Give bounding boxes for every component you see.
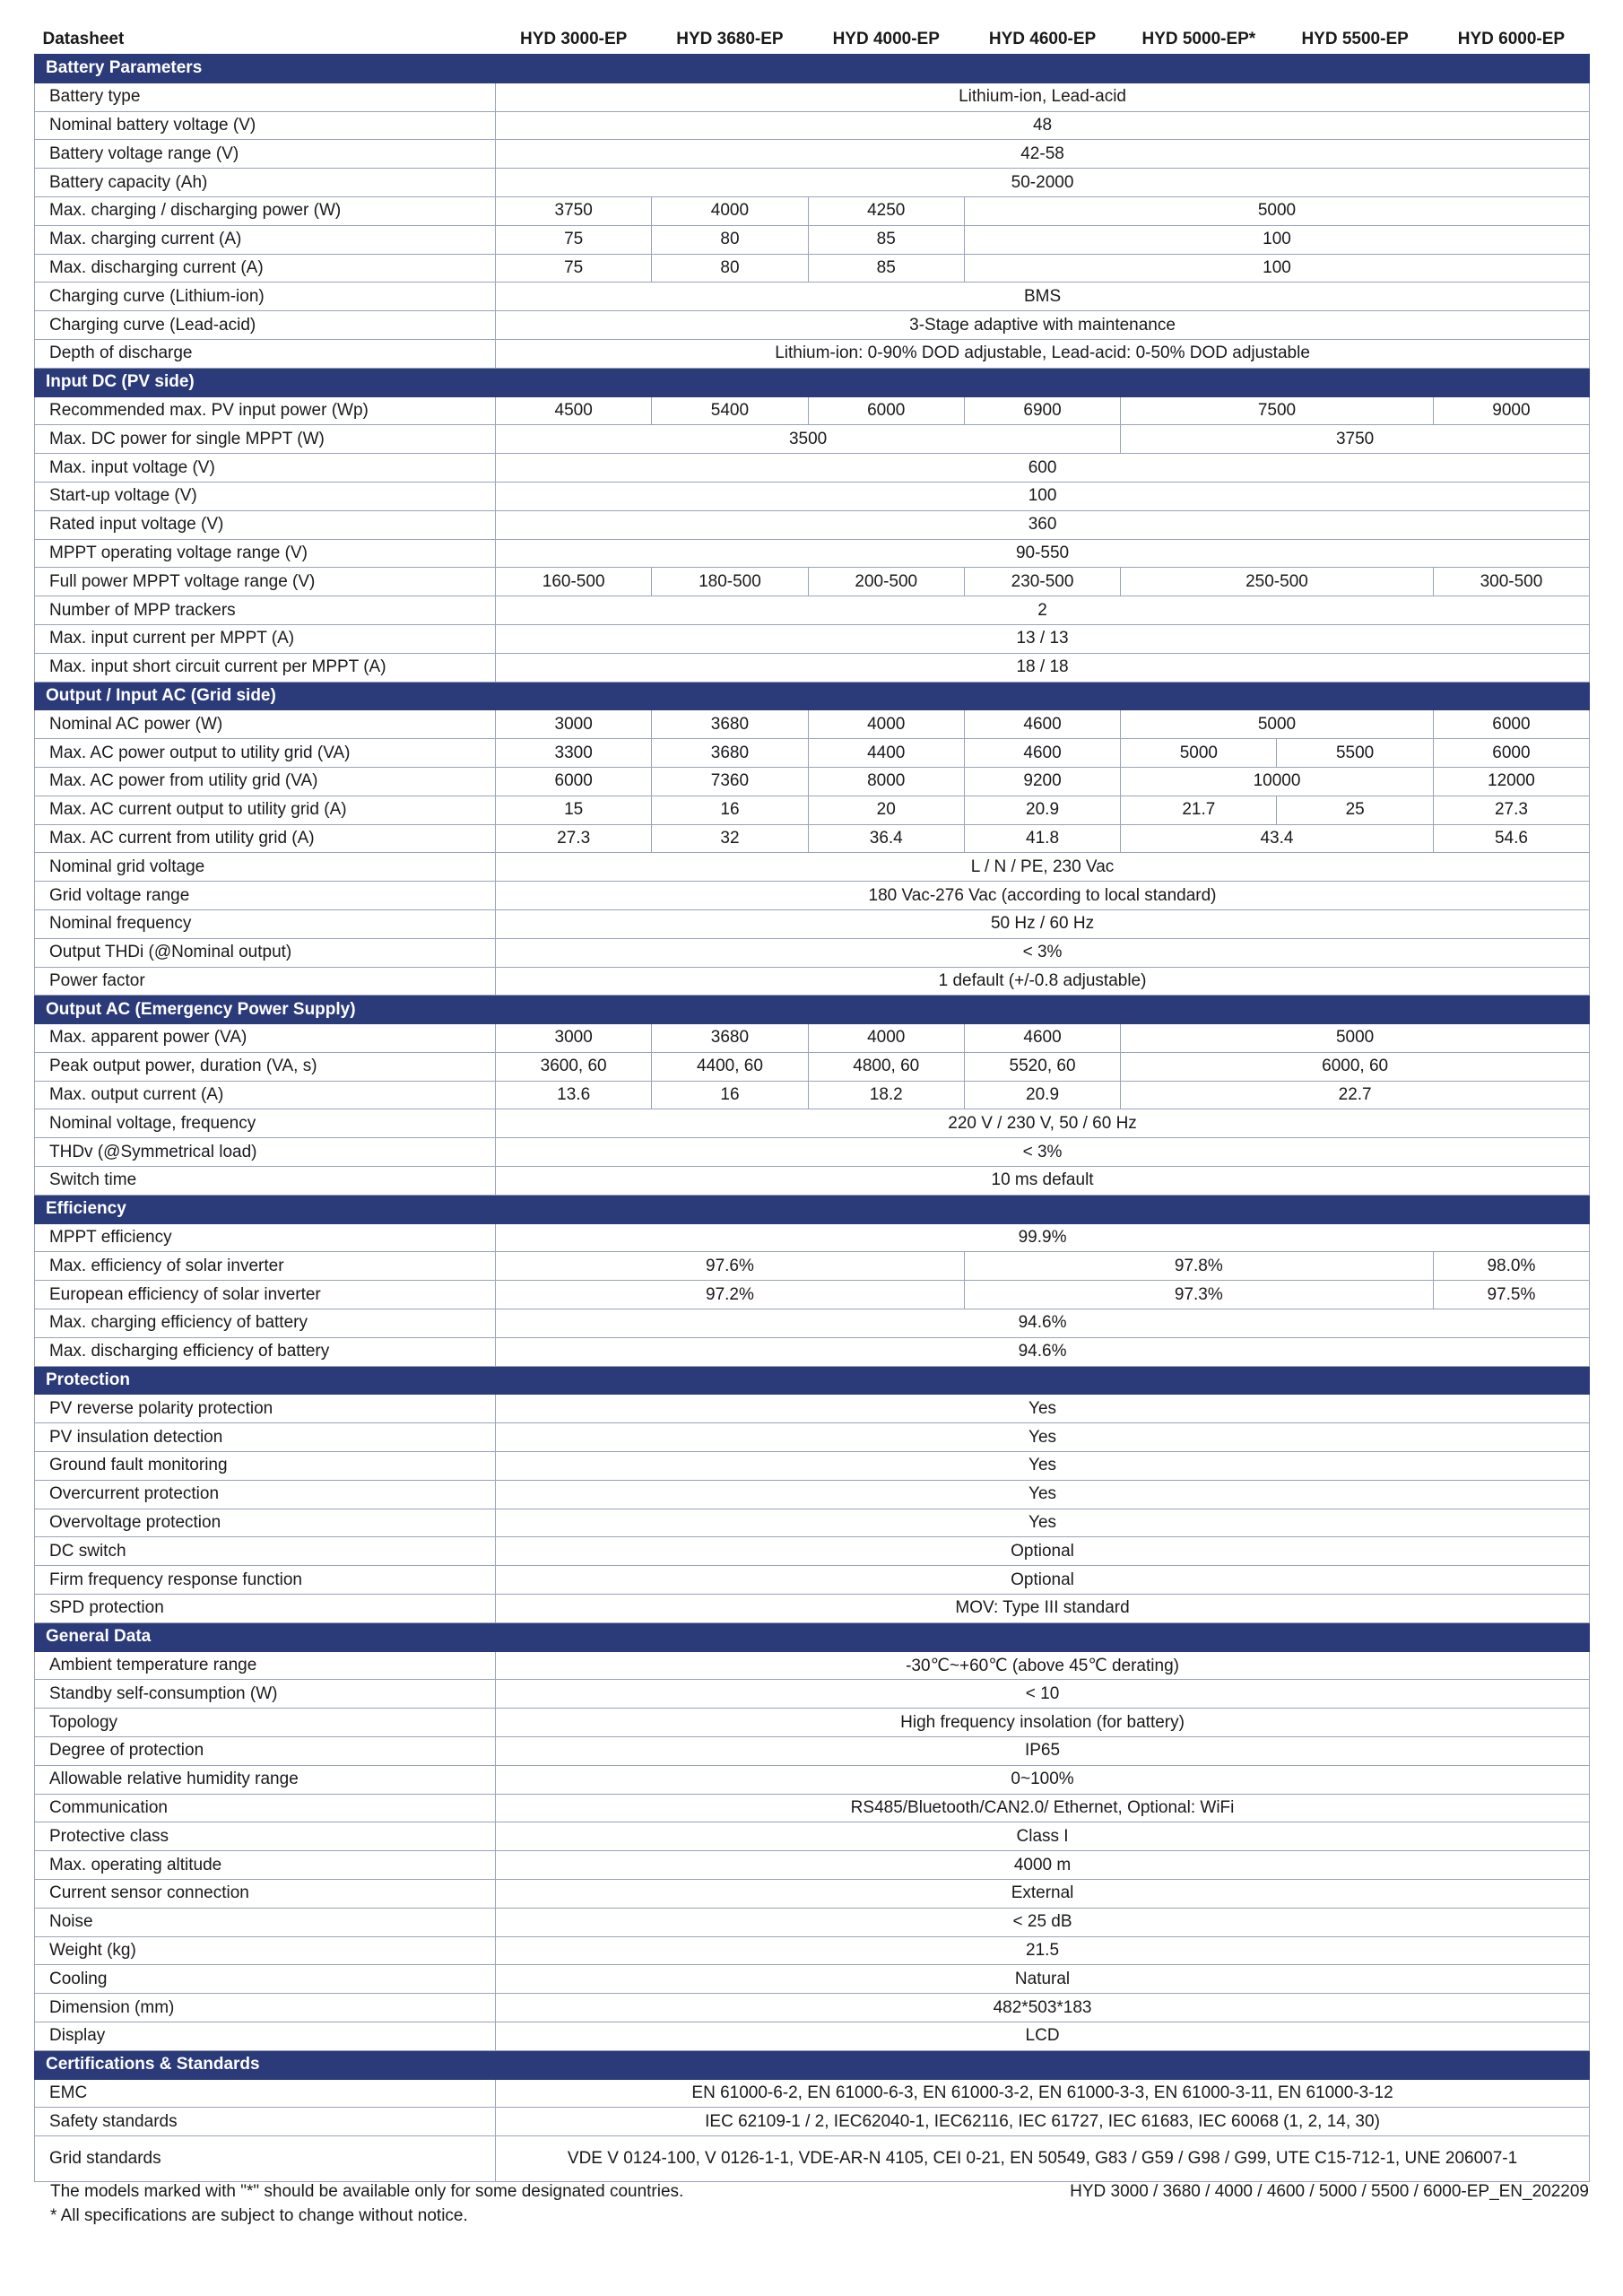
spec-label: Dimension (mm) bbox=[35, 1994, 496, 2022]
spec-value: 43.4 bbox=[1121, 824, 1434, 853]
spec-row bbox=[35, 1537, 1590, 1566]
spec-label: Max. input short circuit current per MPPT (A) bbox=[35, 653, 496, 682]
spec-value: 4000 m bbox=[496, 1851, 1590, 1880]
section-title: Efficiency bbox=[35, 1195, 1590, 1223]
spec-label: Grid voltage range bbox=[35, 882, 496, 910]
spec-label: Power factor bbox=[35, 967, 496, 996]
spec-value: 0~100% bbox=[496, 1765, 1590, 1794]
section-header bbox=[35, 996, 1590, 1024]
spec-value: 4400, 60 bbox=[652, 1052, 808, 1081]
spec-label: Protective class bbox=[35, 1822, 496, 1851]
spec-value: 200-500 bbox=[808, 568, 964, 596]
spec-label: THDv (@Symmetrical load) bbox=[35, 1138, 496, 1167]
spec-label: Number of MPP trackers bbox=[35, 596, 496, 625]
spec-row bbox=[35, 1566, 1590, 1595]
spec-label: Standby self-consumption (W) bbox=[35, 1680, 496, 1709]
spec-row bbox=[35, 1252, 1590, 1281]
spec-value: 3300 bbox=[496, 739, 652, 768]
spec-label: Grid standards bbox=[35, 2136, 496, 2182]
spec-row bbox=[35, 853, 1590, 882]
spec-value: 97.6% bbox=[496, 1252, 965, 1281]
spec-label: Cooling bbox=[35, 1965, 496, 1994]
spec-value: 3680 bbox=[652, 739, 808, 768]
spec-value: 4600 bbox=[964, 710, 1120, 739]
spec-row bbox=[35, 1880, 1590, 1909]
spec-row bbox=[35, 1167, 1590, 1196]
spec-row bbox=[35, 624, 1590, 653]
spec-value: 48 bbox=[496, 111, 1590, 140]
spec-value: 18.2 bbox=[808, 1081, 964, 1109]
spec-value: 13.6 bbox=[496, 1081, 652, 1109]
spec-row bbox=[35, 425, 1590, 454]
spec-label: European efficiency of solar inverter bbox=[35, 1281, 496, 1309]
spec-value: 99.9% bbox=[496, 1223, 1590, 1252]
spec-row bbox=[35, 1936, 1590, 1965]
spec-row bbox=[35, 710, 1590, 739]
spec-label: Output THDi (@Nominal output) bbox=[35, 938, 496, 967]
spec-label: Max. discharging current (A) bbox=[35, 254, 496, 283]
spec-value: 300-500 bbox=[1433, 568, 1589, 596]
spec-value: 22.7 bbox=[1121, 1081, 1590, 1109]
spec-label: Ground fault monitoring bbox=[35, 1452, 496, 1481]
spec-row bbox=[35, 882, 1590, 910]
spec-value: Yes bbox=[496, 1423, 1590, 1452]
spec-value: 3-Stage adaptive with maintenance bbox=[496, 311, 1590, 340]
spec-label: PV reverse polarity protection bbox=[35, 1395, 496, 1423]
spec-label: Noise bbox=[35, 1908, 496, 1936]
spec-label: Safety standards bbox=[35, 2108, 496, 2136]
spec-value: 5000 bbox=[1121, 710, 1434, 739]
section-header bbox=[35, 682, 1590, 710]
spec-value: 230-500 bbox=[964, 568, 1120, 596]
spec-row bbox=[35, 909, 1590, 938]
spec-value: RS485/Bluetooth/CAN2.0/ Ethernet, Optional: WiFi bbox=[496, 1794, 1590, 1822]
spec-value: 4600 bbox=[964, 739, 1120, 768]
spec-label: Charging curve (Lithium-ion) bbox=[35, 283, 496, 311]
spec-value: MOV: Type III standard bbox=[496, 1595, 1590, 1623]
spec-value: 9000 bbox=[1433, 396, 1589, 425]
spec-value: 80 bbox=[652, 254, 808, 283]
spec-value: 6000 bbox=[808, 396, 964, 425]
spec-label: Overvoltage protection bbox=[35, 1509, 496, 1537]
section-title: Output / Input AC (Grid side) bbox=[35, 682, 1590, 710]
spec-row bbox=[35, 225, 1590, 254]
spec-label: Communication bbox=[35, 1794, 496, 1822]
spec-label: Nominal voltage, frequency bbox=[35, 1109, 496, 1138]
section-header bbox=[35, 1195, 1590, 1223]
spec-row bbox=[35, 824, 1590, 853]
spec-value: 13 / 13 bbox=[496, 624, 1590, 653]
spec-row bbox=[35, 1309, 1590, 1338]
model-header: HYD 4000-EP bbox=[832, 30, 940, 48]
spec-row bbox=[35, 739, 1590, 768]
spec-row bbox=[35, 482, 1590, 510]
spec-value: 1 default (+/-0.8 adjustable) bbox=[496, 967, 1590, 996]
spec-label: Weight (kg) bbox=[35, 1936, 496, 1965]
spec-label: EMC bbox=[35, 2079, 496, 2108]
spec-row bbox=[35, 938, 1590, 967]
spec-row bbox=[35, 169, 1590, 197]
spec-row bbox=[35, 1908, 1590, 1936]
spec-value: LCD bbox=[496, 2022, 1590, 2050]
spec-label: Max. charging current (A) bbox=[35, 225, 496, 254]
spec-label: Max. AC power output to utility grid (VA) bbox=[35, 739, 496, 768]
spec-row bbox=[35, 510, 1590, 539]
spec-row bbox=[35, 1395, 1590, 1423]
spec-value: 15 bbox=[496, 796, 652, 824]
spec-label: Max. input voltage (V) bbox=[35, 454, 496, 483]
spec-value: 4000 bbox=[808, 710, 964, 739]
spec-row bbox=[35, 396, 1590, 425]
spec-row bbox=[35, 568, 1590, 596]
datasheet-title: Datasheet bbox=[42, 30, 125, 48]
spec-row bbox=[35, 596, 1590, 625]
model-header: HYD 4600-EP bbox=[988, 30, 1097, 48]
spec-value: 3680 bbox=[652, 1024, 808, 1053]
spec-value: 16 bbox=[652, 796, 808, 824]
spec-row bbox=[35, 1052, 1590, 1081]
spec-value: 20 bbox=[808, 796, 964, 824]
spec-value: 3000 bbox=[496, 1024, 652, 1053]
spec-value: Yes bbox=[496, 1509, 1590, 1537]
spec-value: 4800, 60 bbox=[808, 1052, 964, 1081]
spec-value: 4400 bbox=[808, 739, 964, 768]
spec-label: Battery type bbox=[35, 83, 496, 111]
spec-row bbox=[35, 2022, 1590, 2050]
spec-value: 4000 bbox=[652, 196, 808, 225]
spec-value: High frequency insolation (for battery) bbox=[496, 1709, 1590, 1737]
spec-row bbox=[35, 1965, 1590, 1994]
spec-value: L / N / PE, 230 Vac bbox=[496, 853, 1590, 882]
spec-value: Yes bbox=[496, 1480, 1590, 1509]
spec-row bbox=[35, 2079, 1590, 2108]
spec-row bbox=[35, 1223, 1590, 1252]
spec-value: 50 Hz / 60 Hz bbox=[496, 909, 1590, 938]
spec-body bbox=[35, 55, 1590, 2182]
spec-row bbox=[35, 1765, 1590, 1794]
spec-value: 12000 bbox=[1433, 767, 1589, 796]
spec-label: Max. AC current from utility grid (A) bbox=[35, 824, 496, 853]
spec-label: Nominal frequency bbox=[35, 909, 496, 938]
spec-value: 97.2% bbox=[496, 1281, 965, 1309]
spec-value: 80 bbox=[652, 225, 808, 254]
spec-value: 8000 bbox=[808, 767, 964, 796]
spec-value: 41.8 bbox=[964, 824, 1120, 853]
spec-label: MPPT efficiency bbox=[35, 1223, 496, 1252]
spec-value: 21.5 bbox=[496, 1936, 1590, 1965]
disclaimer-note: * All specifications are subject to change without notice. bbox=[50, 2206, 468, 2225]
spec-value: 32 bbox=[652, 824, 808, 853]
spec-value: 3500 bbox=[496, 425, 1121, 454]
spec-label: PV insulation detection bbox=[35, 1423, 496, 1452]
spec-label: Degree of protection bbox=[35, 1737, 496, 1766]
spec-value: IP65 bbox=[496, 1737, 1590, 1766]
spec-value: Natural bbox=[496, 1965, 1590, 1994]
section-header bbox=[35, 1366, 1590, 1395]
spec-value: < 3% bbox=[496, 1138, 1590, 1167]
spec-row bbox=[35, 1851, 1590, 1880]
spec-value: 3750 bbox=[496, 196, 652, 225]
spec-label: Allowable relative humidity range bbox=[35, 1765, 496, 1794]
spec-label: Peak output power, duration (VA, s) bbox=[35, 1052, 496, 1081]
section-title: Protection bbox=[35, 1366, 1590, 1395]
section-header bbox=[35, 1622, 1590, 1651]
model-header: HYD 6000-EP bbox=[1457, 30, 1566, 48]
spec-value: 21.7 bbox=[1121, 796, 1277, 824]
spec-row bbox=[35, 1337, 1590, 1366]
spec-row bbox=[35, 1024, 1590, 1053]
spec-label: Overcurrent protection bbox=[35, 1480, 496, 1509]
document-code: HYD 3000 / 3680 / 4000 / 4600 / 5000 / 5500 / 6000-EP_EN_202209 bbox=[1070, 2182, 1589, 2201]
spec-row bbox=[35, 1480, 1590, 1509]
model-header: HYD 3680-EP bbox=[676, 30, 784, 48]
spec-row bbox=[35, 196, 1590, 225]
spec-row bbox=[35, 539, 1590, 568]
spec-row bbox=[35, 1994, 1590, 2022]
section-header bbox=[35, 55, 1590, 83]
spec-row bbox=[35, 83, 1590, 111]
spec-value: 7500 bbox=[1121, 396, 1434, 425]
model-header: HYD 5500-EP bbox=[1301, 30, 1409, 48]
spec-value: 7360 bbox=[652, 767, 808, 796]
spec-label: DC switch bbox=[35, 1537, 496, 1566]
spec-value: 5000 bbox=[964, 196, 1589, 225]
spec-value: 3750 bbox=[1121, 425, 1590, 454]
spec-value: Lithium-ion, Lead-acid bbox=[496, 83, 1590, 111]
spec-value: 5500 bbox=[1277, 739, 1433, 768]
spec-value: 180-500 bbox=[652, 568, 808, 596]
spec-label: Recommended max. PV input power (Wp) bbox=[35, 396, 496, 425]
spec-value: 98.0% bbox=[1433, 1252, 1589, 1281]
spec-value: 360 bbox=[496, 510, 1590, 539]
spec-value: 160-500 bbox=[496, 568, 652, 596]
spec-label: SPD protection bbox=[35, 1595, 496, 1623]
spec-row bbox=[35, 1509, 1590, 1537]
spec-value: 100 bbox=[496, 482, 1590, 510]
spec-value: < 25 dB bbox=[496, 1908, 1590, 1936]
spec-value: 4250 bbox=[808, 196, 964, 225]
section-title: Output AC (Emergency Power Supply) bbox=[35, 996, 1590, 1024]
spec-label: Switch time bbox=[35, 1167, 496, 1196]
spec-value: 3000 bbox=[496, 710, 652, 739]
spec-row bbox=[35, 1709, 1590, 1737]
spec-row bbox=[35, 1081, 1590, 1109]
spec-label: Nominal grid voltage bbox=[35, 853, 496, 882]
spec-value: 85 bbox=[808, 225, 964, 254]
spec-value: -30℃~+60℃ (above 45℃ derating) bbox=[496, 1651, 1590, 1680]
spec-value: 97.5% bbox=[1433, 1281, 1589, 1309]
spec-value: 10 ms default bbox=[496, 1167, 1590, 1196]
spec-row bbox=[35, 767, 1590, 796]
spec-label: Display bbox=[35, 2022, 496, 2050]
spec-row bbox=[35, 454, 1590, 483]
spec-value: Optional bbox=[496, 1566, 1590, 1595]
spec-label: Max. input current per MPPT (A) bbox=[35, 624, 496, 653]
spec-value: 90-550 bbox=[496, 539, 1590, 568]
spec-label: Current sensor connection bbox=[35, 1880, 496, 1909]
spec-value: 5520, 60 bbox=[964, 1052, 1120, 1081]
spec-value: 27.3 bbox=[1433, 796, 1589, 824]
spec-value: 20.9 bbox=[964, 1081, 1120, 1109]
spec-value: 5000 bbox=[1121, 739, 1277, 768]
spec-value: Yes bbox=[496, 1452, 1590, 1481]
spec-label: Charging curve (Lead-acid) bbox=[35, 311, 496, 340]
spec-value: 75 bbox=[496, 254, 652, 283]
spec-value: 18 / 18 bbox=[496, 653, 1590, 682]
spec-row bbox=[35, 140, 1590, 169]
spec-value: 100 bbox=[964, 254, 1589, 283]
spec-label: Battery voltage range (V) bbox=[35, 140, 496, 169]
footer-notes bbox=[50, 2179, 683, 2228]
spec-value: 4600 bbox=[964, 1024, 1120, 1053]
spec-value: 25 bbox=[1277, 796, 1433, 824]
spec-value: 50-2000 bbox=[496, 169, 1590, 197]
section-title: Certifications & Standards bbox=[35, 2050, 1590, 2079]
spec-row bbox=[35, 311, 1590, 340]
model-header: HYD 3000-EP bbox=[519, 30, 628, 48]
spec-label: Start-up voltage (V) bbox=[35, 482, 496, 510]
spec-value: IEC 62109-1 / 2, IEC62040-1, IEC62116, IEC 61727, IEC 61683, IEC 60068 (1, 2, 14, 30) bbox=[496, 2108, 1590, 2136]
section-title: General Data bbox=[35, 1622, 1590, 1651]
spec-label: Depth of discharge bbox=[35, 339, 496, 368]
spec-row bbox=[35, 653, 1590, 682]
spec-value: 75 bbox=[496, 225, 652, 254]
spec-value: 180 Vac-276 Vac (according to local standard) bbox=[496, 882, 1590, 910]
spec-value: 20.9 bbox=[964, 796, 1120, 824]
model-header: HYD 5000-EP* bbox=[1141, 30, 1256, 48]
spec-value: 10000 bbox=[1121, 767, 1434, 796]
spec-table bbox=[34, 25, 1590, 2182]
spec-value: 4000 bbox=[808, 1024, 964, 1053]
spec-value: 600 bbox=[496, 454, 1590, 483]
spec-label: Max. efficiency of solar inverter bbox=[35, 1252, 496, 1281]
spec-label: Battery capacity (Ah) bbox=[35, 169, 496, 197]
spec-row bbox=[35, 2108, 1590, 2136]
spec-value: 9200 bbox=[964, 767, 1120, 796]
spec-value: 4500 bbox=[496, 396, 652, 425]
spec-value: 54.6 bbox=[1433, 824, 1589, 853]
section-title: Input DC (PV side) bbox=[35, 368, 1590, 396]
spec-row bbox=[35, 1680, 1590, 1709]
section-header bbox=[35, 2050, 1590, 2079]
spec-row bbox=[35, 1595, 1590, 1623]
spec-value: < 3% bbox=[496, 938, 1590, 967]
spec-value: BMS bbox=[496, 283, 1590, 311]
spec-value: External bbox=[496, 1880, 1590, 1909]
spec-value: 16 bbox=[652, 1081, 808, 1109]
spec-row bbox=[35, 1651, 1590, 1680]
spec-row bbox=[35, 254, 1590, 283]
spec-label: Full power MPPT voltage range (V) bbox=[35, 568, 496, 596]
spec-value: Lithium-ion: 0-90% DOD adjustable, Lead-acid: 0-50% DOD adjustable bbox=[496, 339, 1590, 368]
spec-row bbox=[35, 111, 1590, 140]
spec-value: 250-500 bbox=[1121, 568, 1434, 596]
spec-value: 220 V / 230 V, 50 / 60 Hz bbox=[496, 1109, 1590, 1138]
spec-value: 6000, 60 bbox=[1121, 1052, 1590, 1081]
spec-value: 42-58 bbox=[496, 140, 1590, 169]
spec-value: < 10 bbox=[496, 1680, 1590, 1709]
spec-label: Topology bbox=[35, 1709, 496, 1737]
spec-value: 97.8% bbox=[964, 1252, 1433, 1281]
spec-value: 6900 bbox=[964, 396, 1120, 425]
spec-row bbox=[35, 1281, 1590, 1309]
spec-row bbox=[35, 2136, 1590, 2182]
spec-value: 5400 bbox=[652, 396, 808, 425]
spec-label: Max. charging / discharging power (W) bbox=[35, 196, 496, 225]
datasheet bbox=[34, 25, 1589, 2182]
spec-value: 5000 bbox=[1121, 1024, 1590, 1053]
spec-value: 6000 bbox=[1433, 710, 1589, 739]
spec-value: 94.6% bbox=[496, 1309, 1590, 1338]
availability-note: The models marked with "*" should be available only for some designated countries. bbox=[50, 2182, 684, 2201]
spec-row bbox=[35, 1452, 1590, 1481]
spec-label: Max. output current (A) bbox=[35, 1081, 496, 1109]
spec-value: 27.3 bbox=[496, 824, 652, 853]
spec-label: Nominal AC power (W) bbox=[35, 710, 496, 739]
spec-value: Class I bbox=[496, 1822, 1590, 1851]
spec-label: MPPT operating voltage range (V) bbox=[35, 539, 496, 568]
section-header bbox=[35, 368, 1590, 396]
spec-label: Rated input voltage (V) bbox=[35, 510, 496, 539]
spec-value: Optional bbox=[496, 1537, 1590, 1566]
spec-row bbox=[35, 1138, 1590, 1167]
spec-value: VDE V 0124-100, V 0126-1-1, VDE-AR-N 4105, CEI 0-21, EN 50549, G83 / G59 / G98 / G99, UTE C15-712-1, UNE 206007-1 bbox=[496, 2136, 1590, 2182]
spec-label: Max. operating altitude bbox=[35, 1851, 496, 1880]
spec-label: Max. DC power for single MPPT (W) bbox=[35, 425, 496, 454]
spec-label: Firm frequency response function bbox=[35, 1566, 496, 1595]
spec-value: 100 bbox=[964, 225, 1589, 254]
spec-value: 3600, 60 bbox=[496, 1052, 652, 1081]
spec-label: Max. apparent power (VA) bbox=[35, 1024, 496, 1053]
spec-label: Ambient temperature range bbox=[35, 1651, 496, 1680]
spec-row bbox=[35, 283, 1590, 311]
spec-value: 3680 bbox=[652, 710, 808, 739]
spec-value: 94.6% bbox=[496, 1337, 1590, 1366]
spec-value: Yes bbox=[496, 1395, 1590, 1423]
spec-value: 6000 bbox=[1433, 739, 1589, 768]
spec-row bbox=[35, 1794, 1590, 1822]
spec-label: Max. charging efficiency of battery bbox=[35, 1309, 496, 1338]
spec-row bbox=[35, 1109, 1590, 1138]
spec-label: Max. AC current output to utility grid (A) bbox=[35, 796, 496, 824]
spec-row bbox=[35, 339, 1590, 368]
spec-label: Max. discharging efficiency of battery bbox=[35, 1337, 496, 1366]
spec-row bbox=[35, 796, 1590, 824]
spec-value: 97.3% bbox=[964, 1281, 1433, 1309]
spec-value: 482*503*183 bbox=[496, 1994, 1590, 2022]
spec-row bbox=[35, 1822, 1590, 1851]
spec-row bbox=[35, 967, 1590, 996]
spec-row bbox=[35, 1737, 1590, 1766]
section-title: Battery Parameters bbox=[35, 55, 1590, 83]
spec-value: 36.4 bbox=[808, 824, 964, 853]
spec-row bbox=[35, 1423, 1590, 1452]
spec-value: EN 61000-6-2, EN 61000-6-3, EN 61000-3-2, EN 61000-3-3, EN 61000-3-11, EN 61000-3-12 bbox=[496, 2079, 1590, 2108]
header-row bbox=[35, 25, 1590, 55]
spec-value: 6000 bbox=[496, 767, 652, 796]
spec-value: 85 bbox=[808, 254, 964, 283]
spec-value: 2 bbox=[496, 596, 1590, 625]
spec-label: Nominal battery voltage (V) bbox=[35, 111, 496, 140]
spec-label: Max. AC power from utility grid (VA) bbox=[35, 767, 496, 796]
